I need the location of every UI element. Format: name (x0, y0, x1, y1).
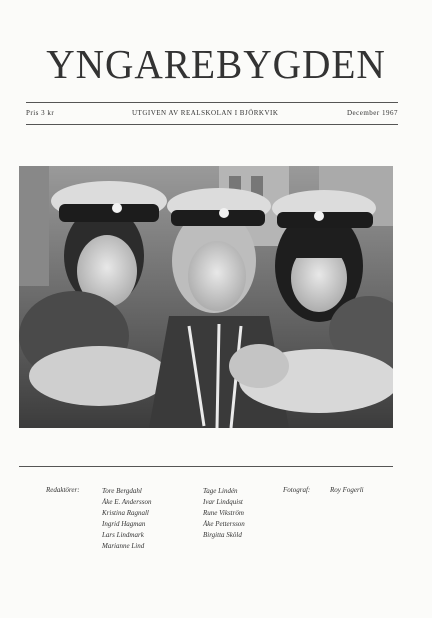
editor-name: Rune Vikström (203, 509, 244, 517)
price-label: Pris 3 kr (26, 109, 55, 117)
top-rule (26, 102, 398, 103)
photographer-label: Fotograf: (283, 486, 311, 494)
publisher-label: UTGIVEN AV REALSKOLAN I BJÖRKVIK (132, 109, 279, 117)
editor-name: Åke E. Andersson (102, 498, 152, 506)
editor-name: Åke Pettersson (203, 520, 245, 528)
editor-name: Marianne Lind (102, 542, 145, 550)
editor-name: Kristina Ragnall (102, 509, 149, 517)
issue-date: December 1967 (346, 109, 398, 117)
masthead-title: YNGAREBYGDEN (46, 41, 386, 87)
editor-name: Ivar Lindquist (203, 498, 243, 506)
credits-rule (19, 466, 393, 467)
cover-photo (19, 166, 393, 428)
editor-name: Ingrid Hagman (102, 520, 146, 528)
info-line (26, 109, 398, 121)
editor-name: Tage Lindén (203, 487, 238, 495)
editor-name: Lars Lindmark (102, 531, 144, 539)
info-rule (26, 124, 398, 125)
editors-label: Redaktörer: (46, 486, 80, 494)
editor-name: Tore Bergdahl (102, 487, 142, 495)
editor-name: Birgitta Sköld (203, 531, 242, 539)
photographer-name: Roy Fogerli (330, 486, 364, 494)
editors-column-2 (203, 486, 245, 541)
editors-column-1 (102, 486, 151, 552)
